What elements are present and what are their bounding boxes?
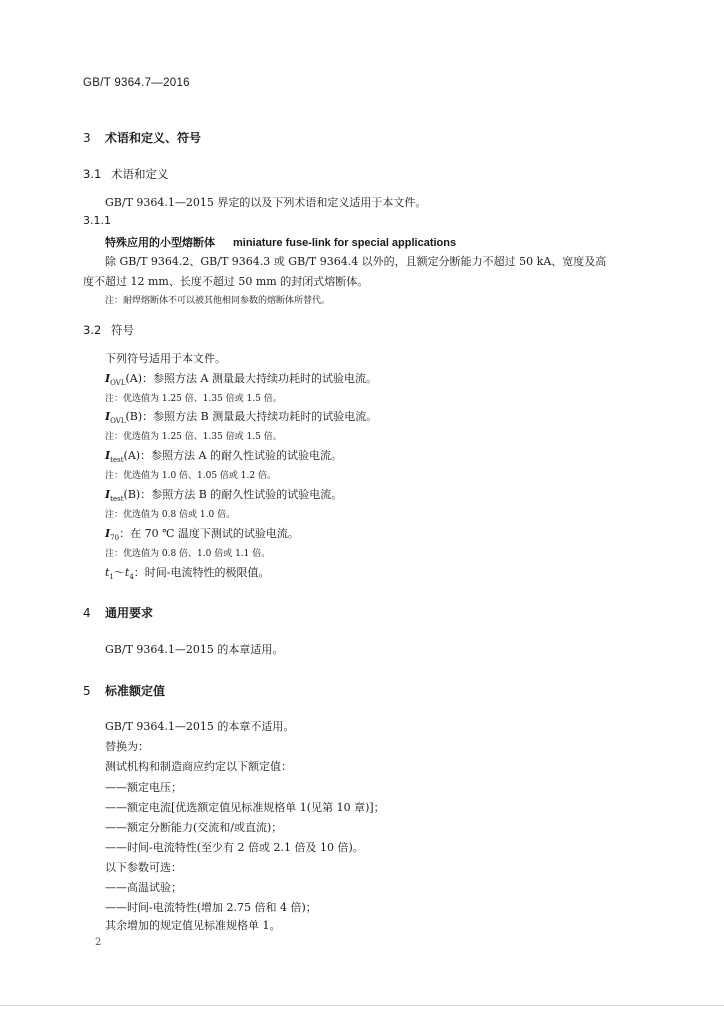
list-item: ——额定电压； bbox=[105, 781, 182, 794]
term-title-en: miniature fuse-link for special applications bbox=[233, 237, 457, 249]
note: 注：耐焊熔断体不可以被其他相同参数的熔断体所替代。 bbox=[105, 296, 331, 306]
symbol-subscript: 4 bbox=[129, 573, 134, 582]
symbol-subscript: 1 bbox=[109, 573, 114, 582]
symbol: I bbox=[105, 449, 111, 462]
section-3-1-heading bbox=[83, 166, 169, 182]
term-title bbox=[105, 234, 456, 250]
symbol: I bbox=[105, 410, 111, 423]
symbol-subscript: test bbox=[110, 456, 124, 465]
symbol: I bbox=[105, 527, 111, 540]
paragraph-line: 其余增加的规定值见标准规格单 1。 bbox=[105, 919, 281, 932]
symbol-definition bbox=[105, 370, 377, 387]
symbol-definition bbox=[105, 486, 342, 503]
symbol: I bbox=[105, 488, 111, 501]
symbol-definition bbox=[105, 564, 270, 581]
page-bottom-rule bbox=[0, 1005, 724, 1006]
symbol-text: ：时间-电流特性的极限值。 bbox=[133, 566, 270, 579]
symbol-text: (A)：参照方法 A 的耐久性试验的试验电流。 bbox=[123, 449, 342, 462]
symbol: I bbox=[105, 372, 111, 385]
symbol-text: (A)：参照方法 A 测量最大持续功耗时的试验电流。 bbox=[125, 372, 377, 385]
section-3-heading bbox=[83, 129, 201, 146]
section-title: 术语和定义 bbox=[111, 167, 169, 181]
note: 注：优选值为 1.0 倍、1.05 倍或 1.2 倍。 bbox=[105, 471, 276, 481]
section-3-2-heading bbox=[83, 322, 134, 338]
section-number: 5 bbox=[83, 684, 91, 698]
symbol: t bbox=[124, 566, 130, 579]
paragraph: GB/T 9364.1—2015 界定的以及下列术语和定义适用于本文件。 bbox=[105, 196, 427, 209]
section-5-heading bbox=[83, 682, 165, 699]
section-title: 符号 bbox=[111, 323, 134, 337]
list-item: ——时间-电流特性(至少有 2 倍或 2.1 倍及 10 倍)。 bbox=[105, 841, 364, 854]
standard-code-header: GB/T 9364.7—2016 bbox=[83, 77, 190, 89]
symbol-definition bbox=[105, 447, 342, 464]
section-number: 3 bbox=[83, 131, 91, 145]
symbol-text: (B)：参照方法 B 的耐久性试验的试验电流。 bbox=[123, 488, 343, 501]
symbol-range-sign: ～ bbox=[113, 566, 125, 579]
note: 注：优选值为 0.8 倍或 1.0 倍。 bbox=[105, 510, 236, 520]
symbol-text: (B)：参照方法 B 测量最大持续功耗时的试验电流。 bbox=[125, 410, 378, 423]
list-item: ——高温试验； bbox=[105, 881, 182, 894]
paragraph-line: 替换为： bbox=[105, 740, 149, 753]
section-title: 术语和定义、符号 bbox=[105, 131, 202, 145]
section-title: 标准额定值 bbox=[105, 684, 166, 698]
paragraph-line: 以下参数可选： bbox=[105, 861, 182, 874]
term-definition-line: 除 GB/T 9364.2、GB/T 9364.3 或 GB/T 9364.4 以外的，且额定分断能力不超过 50 kA、宽度及高 bbox=[105, 255, 607, 268]
symbol-subscript: test bbox=[110, 495, 124, 504]
page-number: 2 bbox=[95, 937, 102, 948]
term-definition-line: 度不超过 12 mm、长度不超过 50 mm 的封闭式熔断体。 bbox=[83, 275, 369, 288]
list-item: ——额定电流[优选额定值见标准规格单 1(见第 10 章)]； bbox=[105, 801, 385, 814]
section-title: 通用要求 bbox=[105, 606, 154, 620]
term-title-cn: 特殊应用的小型熔断体 bbox=[105, 236, 215, 249]
paragraph-line: 测试机构和制造商应约定以下额定值： bbox=[105, 760, 292, 773]
section-number: 4 bbox=[83, 606, 91, 620]
symbol-text: ：在 70 ℃ 温度下测试的试验电流。 bbox=[119, 527, 299, 540]
symbol-definition bbox=[105, 408, 377, 425]
symbol-definition bbox=[105, 525, 299, 542]
note: 注：优选值为 0.8 倍、1.0 倍或 1.1 倍。 bbox=[105, 549, 271, 559]
paragraph-line: GB/T 9364.1—2015 的本章不适用。 bbox=[105, 720, 295, 733]
term-number: 3.1.1 bbox=[83, 214, 111, 227]
symbol-subscript: OVL bbox=[110, 379, 126, 388]
note: 注：优选值为 1.25 倍、1.35 倍或 1.5 倍。 bbox=[105, 432, 282, 442]
section-number: 3.1 bbox=[83, 167, 102, 181]
symbol: t bbox=[105, 566, 110, 579]
note: 注：优选值为 1.25 倍、1.35 倍或 1.5 倍。 bbox=[105, 394, 282, 404]
symbol-subscript: OVL bbox=[110, 417, 126, 426]
symbol-subscript: 70 bbox=[110, 534, 120, 543]
list-item: ——额定分断能力(交流和/或直流)； bbox=[105, 821, 283, 834]
paragraph: GB/T 9364.1—2015 的本章适用。 bbox=[105, 643, 284, 656]
paragraph: 下列符号适用于本文件。 bbox=[105, 352, 226, 365]
section-number: 3.2 bbox=[83, 323, 102, 337]
list-item: ——时间-电流特性(增加 2.75 倍和 4 倍)； bbox=[105, 901, 317, 914]
section-4-heading bbox=[83, 604, 153, 621]
